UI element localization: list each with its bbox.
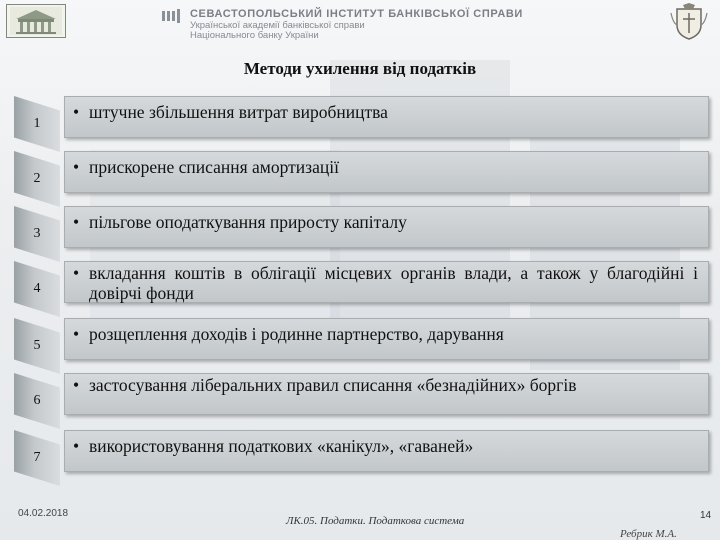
item-bar (64, 96, 709, 138)
header (0, 0, 720, 44)
item-text: штучне збільшення витрат виробництва (89, 102, 388, 122)
item-number: 2 (33, 171, 41, 186)
item-bar (64, 318, 709, 360)
bullet-icon: • (73, 102, 80, 122)
item-bar (64, 151, 709, 193)
institute-subtitle (190, 21, 365, 41)
list-item (14, 206, 709, 248)
item-text: використовування податкових «канікул», «гаваней» (89, 436, 474, 456)
item-text: розщеплення доходів і родинне партнерство, дарування (89, 324, 504, 344)
list-item (14, 261, 709, 303)
bullet-icon: • (73, 436, 80, 456)
coat-of-arms-icon (666, 2, 712, 42)
item-number: 3 (33, 226, 41, 241)
item-bar (64, 373, 709, 415)
item-bar (64, 206, 709, 248)
list-item (14, 430, 709, 472)
item-text: вкладання коштів в облігації місцевих органів влади, а також у благодійні і довірчі фонди (89, 263, 698, 303)
item-number: 4 (33, 281, 41, 296)
bullet-icon: • (73, 324, 80, 344)
list-item (14, 318, 709, 360)
institute-subtitle-line-1: Української академії банківської справи (190, 20, 365, 31)
footer-date: 04.02.2018 (18, 508, 69, 519)
footer-author: Ребрик М.А. (620, 528, 677, 540)
item-number: 6 (33, 393, 41, 408)
bullet-icon: • (73, 375, 80, 395)
institute-name: СЕВАСТОПОЛЬСЬКИЙ ІНСТИТУТ БАНКІВСЬКОЇ СПРАВИ (190, 8, 523, 20)
institute-subtitle-line-2: Національного банку України (190, 30, 319, 41)
bullet-icon: • (73, 157, 80, 177)
footer-course-title: ЛК.05. Податки. Податкова система (286, 515, 465, 527)
bullet-icon: • (73, 263, 80, 283)
item-number: 5 (33, 338, 41, 353)
item-number: 7 (33, 450, 41, 465)
item-text: прискорене списання амортизації (89, 157, 339, 177)
item-text: застосування ліберальних правил списання «безнадійних» боргів (89, 375, 577, 395)
slide-title: Методи ухилення від податків (243, 59, 477, 78)
item-text: пільгове оподаткування приросту капіталу (89, 212, 407, 232)
institute-building-logo-icon (6, 4, 66, 38)
bank-emblem-icon (162, 9, 180, 23)
list-item (14, 96, 709, 138)
list-item (14, 151, 709, 193)
item-bar (64, 430, 709, 472)
page-number: 14 (700, 510, 712, 521)
bullet-icon: • (73, 212, 80, 232)
item-bar (64, 261, 709, 303)
list-item (14, 373, 709, 415)
item-number: 1 (33, 116, 41, 131)
